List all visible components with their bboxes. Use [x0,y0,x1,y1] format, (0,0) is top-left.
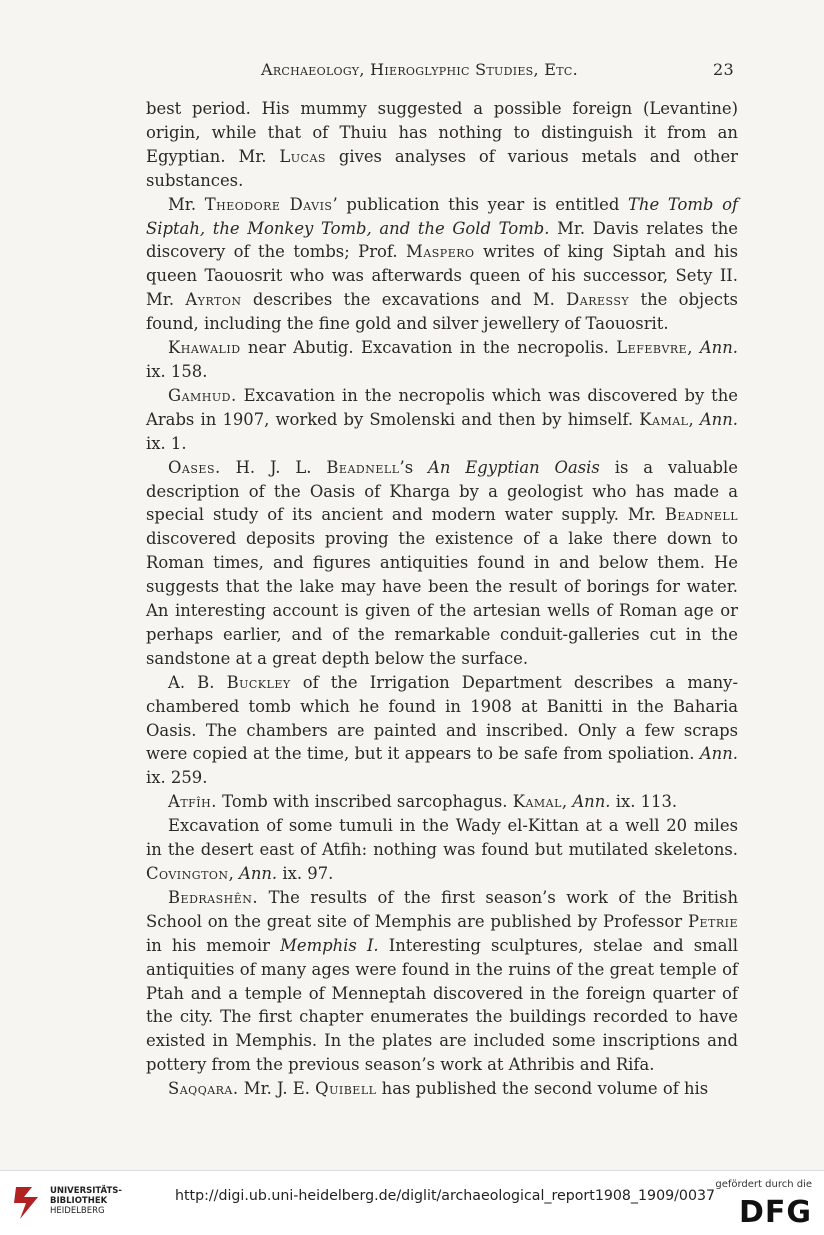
text-run: Tomb with inscribed sarcophagus. [216,792,513,812]
text-run: best period. His mummy suggested a possible foreign (Levantine) origin, while that of Thuiu has nothing to distinguish it from an Egyptian. Mr. [146,99,738,166]
footer-bar [0,1170,824,1235]
small-caps-name: Beadnell [664,505,738,525]
text-run: Excavation of some tumuli in the Wady el-Kittan at a well 20 miles in the desert east of Atfih: nothing was found but mutilated skeletons. [146,816,738,860]
text-run: ’s [399,457,429,477]
text-run: is a valuable description of the Oasis of Kharga by a geologist who has made a special study of its ancient and modern water supply. Mr. [146,457,738,525]
italic-text: Ann. [238,864,278,883]
small-caps-name: Beadnell [326,457,400,477]
small-caps-name: Bedrashên. [168,887,259,907]
small-caps-name: Daressy [566,290,630,310]
funding-note: gefördert durch die [715,1179,812,1190]
paragraph [146,97,738,193]
text-run: of the Irrigation Department describes a many-chambered tomb which he found in 1908 at Banitti in the Baharia Oasis. The chambers are painted and inscribed. Only a few scraps were copied at the time, but it appears to be safe from spoliation. [146,672,738,764]
library-name [50,1186,122,1216]
text-run: ix. 158. [146,361,208,381]
text-run: ix. 97. [277,864,334,883]
text-run: ix. 1. [146,433,187,453]
small-caps-name: Kamal [512,792,562,812]
text-run: has published the second volume of his [376,1079,709,1099]
italic-text: An Egyptian Oasis [428,457,600,477]
source-url-link[interactable]: http://digi.ub.uni-heidelberg.de/diglit/archaeological_report1908_1909/0037 [175,1188,716,1204]
text-run: , [687,338,700,358]
dfg-logo: DFG [738,1195,812,1230]
small-caps-name: Lefebvre [616,338,688,358]
text-run: writes of king Siptah and his queen Taouosrit who was afterwards queen of his successor, Sety II. Mr. [146,242,738,310]
text-run: in his memoir [146,935,281,955]
text-run: A. B. [168,672,227,692]
page-number: 23 [713,60,734,79]
small-caps-name: Covington [146,864,229,883]
library-name-line3: HEIDELBERG [50,1206,105,1216]
text-run: The results of the first season’s work of the British School on the great site of Memphis are published by Professor [146,887,738,931]
text-run: ix. 113. [610,792,678,812]
italic-text: Ann. [699,338,739,358]
library-name-line2: BIBLIOTHEK [50,1196,108,1206]
text-run: the objects found, including the fine gold and silver jewellery of Taouosrit. [146,290,738,334]
text-run: , [228,864,239,883]
italic-text: The Tomb of Siptah, the Monkey Tomb, and the Gold Tomb. [146,194,739,238]
small-caps-name: Lucas [279,146,326,166]
text-run: discovered deposits proving the existence of a lake there down to Roman times, and figures antiquities found in and below them. He suggests that the lake may have been the result of borings for water. An interesting account is given of the artesian wells of Roman age or perhaps earlier, and of the remarkable conduit-galleries cut in the sandstone at a great depth below the surface. [146,529,738,668]
small-caps-name: Quibell [315,1079,377,1099]
italic-text: Ann. [572,792,611,812]
paragraph [146,814,738,886]
small-caps-name: Ayrton [185,290,242,310]
heidelberg-library-logo-icon [10,1183,44,1223]
small-caps-name: Gamhud. [168,385,237,405]
paragraph [146,886,738,1077]
text-run: ix. 259. [146,768,208,788]
small-caps-name: Kamal [639,409,689,429]
text-run: ’ publication this year is entitled [332,194,628,214]
small-caps-name: Saqqara. [168,1079,239,1099]
small-caps-name: Petrie [687,911,738,931]
italic-text: Ann. [699,409,738,429]
text-run: gives analyses of various metals and other substances. [146,146,738,190]
small-caps-name: Maspero [406,242,475,262]
text-run: H. J. L. [220,457,327,477]
small-caps-name: Khawalid [168,338,241,358]
paragraph [146,193,738,336]
small-caps-name: Buckley [226,672,291,692]
text-run: Mr. [168,194,205,214]
paragraph [146,790,738,814]
text-run: Interesting sculptures, stelae and small antiquities of many ages were found in the ruins of the great temple of Ptah and a temple of Menneptah discovered in the foreign quarter of the city. The first chapter enumerates the buildings recorded to have existed in Memphis. In the plates are included some inscriptions and pottery from the previous season’s work at Athribis and Rifa. [146,935,738,1075]
small-caps-name: Theodore Davis [204,194,333,214]
paragraph [146,336,738,384]
body-text [146,97,738,1101]
paragraph [146,456,738,671]
text-run: , [688,409,700,429]
paragraph [146,1077,738,1101]
paragraph [146,384,738,456]
small-caps-name: Oases. [168,457,221,477]
text-run: Mr. Davis relates the discovery of the tombs; Prof. [146,218,738,262]
italic-text: Ann. [699,744,738,764]
text-run: Mr. J. E. [238,1079,316,1099]
text-run: near Abutig. Excavation in the necropolis. [240,338,617,358]
italic-text: Memphis I. [280,935,379,955]
text-run: describes the excavations and M. [241,290,567,310]
text-run: Excavation in the necropolis which was discovered by the Arabs in 1907, worked by Smolenski and then by himself. [146,385,738,429]
library-name-line1: UNIVERSITÄTS- [50,1186,122,1196]
text-run: , [561,792,573,812]
running-title: Archaeology, Hieroglyphic Studies, Etc. [261,60,578,79]
paragraph [146,671,738,791]
small-caps-name: Atfîh. [168,792,217,812]
